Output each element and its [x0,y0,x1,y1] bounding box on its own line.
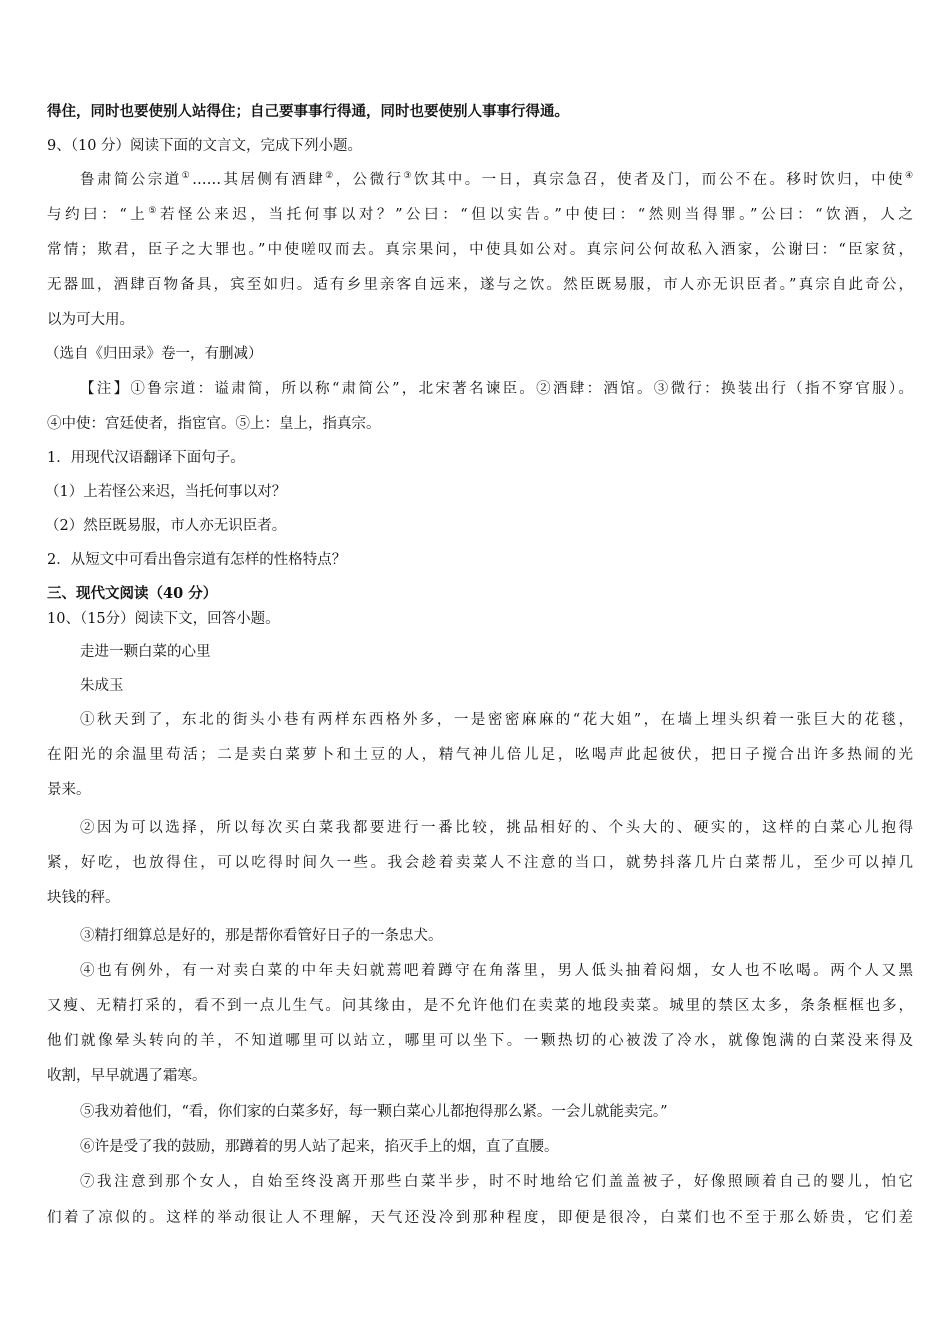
note-marker-3: ③ [403,171,414,182]
section-3-heading: 三、现代文阅读（40 分） [47,585,218,602]
paragraph-1-line-3: 景来。 [47,782,91,798]
note-marker-4: ④ [904,171,914,182]
classical-text-line-5: 以为可大用。 [47,312,134,328]
note-marker-1: ① [181,171,193,182]
paragraph-4-line-3: 他们就像晕头转向的羊，不知道哪里可以站立，哪里可以坐下。一颗热切的心被泼了冷水，就像饱满的白菜没来得及 [47,1033,913,1049]
question-9-header: 9、（10 分）阅读下面的文言文，完成下列小题。 [47,138,363,154]
paragraph-2-line-2: 紧，好吃，也放得住，可以吃得时间久一些。我会趁着卖菜人不注意的当口，就势抖落几片白菜帮儿，至少可以掉几 [47,855,913,871]
classical-text-line-4: 无器皿，酒肆百物备具，宾至如归。适有乡里亲客自远来，遂与之饮。然臣既易服，市人亦无识臣者。”真宗自此奇公， [47,277,913,293]
sub-question-2: 2．从短文中可看出鲁宗道有怎样的性格特点？ [47,552,347,568]
sub-question-1-1: （1）上若怪公来迟，当托何事以对？ [45,484,287,500]
paragraph-4-line-4: 收割，早早就遇了霜寒。 [47,1068,207,1084]
classical-text-line-3: 常情；欺君，臣子之大罪也。”中使嗟叹而去。真宗果问，中使具如公对。真宗问公何故私入酒家，公谢曰：“臣家贫， [47,242,913,258]
paragraph-7-line-1: ⑦我注意到那个女人，自始至终没离开那些白菜半步，时不时地给它们盖盖被子，好像照顾着自己的婴儿，怕它 [80,1174,913,1190]
paragraph-4-line-1: ④也有例外，有一对卖白菜的中年夫妇就蔫吧着蹲守在角落里，男人低头抽着闷烟，女人也不吆喝。两个人又黑 [80,963,913,979]
paragraph-2-line-1: ②因为可以选择，所以每次买白菜我都要进行一番比较，挑品相好的、个头大的、硬实的，这样的白菜心儿抱得 [80,820,913,836]
note-marker-2: ② [325,171,336,182]
classical-text-line-2: 与约曰：“上⑤若怪公来迟，当托何事以对？”公曰：“但以实告。”中使曰：“然则当得罪。”公曰：“饮酒，人之 [47,206,913,223]
paragraph-3: ③精打细算总是好的，那是帮你看管好日子的一条忠犬。 [80,928,443,944]
sub-question-1: 1．用现代汉语翻译下面句子。 [47,450,245,466]
paragraph-1-line-2: 在阳光的余温里苟活；二是卖白菜萝卜和土豆的人，精气神儿倍儿足，吆喝声此起彼伏，把日子搅合出许多热闹的光 [47,747,913,763]
article-title: 走进一颗白菜的心里 [80,644,211,660]
paragraph-2-line-3: 块钱的秤。 [47,890,120,906]
paragraph-1-line-1: ①秋天到了，东北的街头小巷有两样东西格外多，一是密密麻麻的“花大姐”，在墙上埋头织着一张巨大的花毯， [80,712,913,728]
note-marker-5: ⑤ [148,206,161,217]
question-10-header: 10、（15分）阅读下文，回答小题。 [47,611,280,627]
article-author: 朱成玉 [80,678,124,694]
source-citation: （选自《归田录》卷一，有删减） [45,346,263,362]
notes-line-1: 【注】①鲁宗道：谥肃简，所以称“肃简公”，北宋著名谏臣。②酒肆：酒馆。③微行：换装出行（指不穿官服）。 [80,381,913,397]
notes-line-2: ④中使：宫廷使者，指宦官。⑤上：皇上，指真宗。 [47,416,381,432]
paragraph-5: ⑤我劝着他们，“看，你们家的白菜多好，每一颗白菜心儿都抱得那么紧。一会儿就能卖完。” [80,1104,668,1120]
paragraph-4-line-2: 又瘦、无精打采的，看不到一点儿生气。问其缘由，是不允许他们在卖菜的地段卖菜。城里的禁区太多，条条框框也多， [47,998,913,1014]
paragraph-7-line-2: 们着了凉似的。这样的举动很让人不理解，天气还没冷到那种程度，即便是很冷，白菜们也不至于那么娇贵，它们差 [47,1210,913,1226]
classical-text-line-1: 鲁肃简公宗道①……其居侧有酒肆②，公微行③饮其中。一日，真宗急召，使者及门，而公不在。移时饮归，中使④ [80,171,914,188]
paragraph-6: ⑥许是受了我的鼓励，那蹲着的男人站了起来，掐灭手上的烟，直了直腰。 [80,1139,559,1155]
continued-line: 得住，同时也要使别人站得住；自己要事事行得通，同时也要使别人事事行得通。 [47,103,569,120]
sub-question-1-2: （2）然臣既易服，市人亦无识臣者。 [45,518,287,534]
